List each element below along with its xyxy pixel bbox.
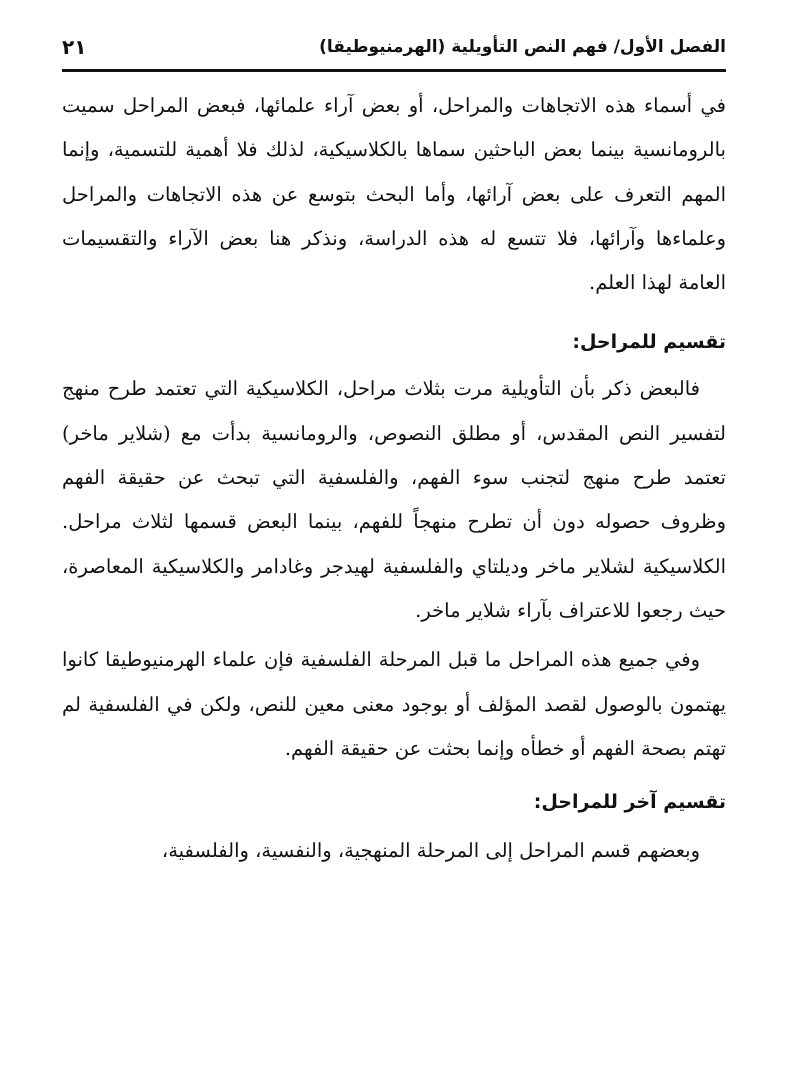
- paragraph-2: فالبعض ذكر بأن التأويلية مرت بثلاث مراحل، الكلاسيكية التي تعتمد طرح منهج لتفسير النص المقدس، أو مطلق النصوص، والرومانسية بدأت مع (شلاير ماخر) تعتمد طرح منهج لتجنب سوء الفهم، والفلسفية التي تبحث عن حقيقة الفهم وظروف حصوله دون أن تطرح منهجاً للفهم، بينما البعض قسمها لثلاث مراحل. الكلاسيكية لشلاير ماخر وديلتاي والفلسفية لهيدجر وغادامر والكلاسيكية المعاصرة، حيث رجعوا للاعتراف بآراء شلاير ماخر.: [62, 377, 726, 622]
- section-heading-2: تقسيم آخر للمراحل:: [533, 791, 726, 814]
- paragraph-3: وفي جميع هذه المراحل ما قبل المرحلة الفلسفية فإن علماء الهرمنيوطيقا كانوا يهتمون بالوصول لقصد المؤلف أو بوجود معنى معين للنص، ولكن في الفلسفية لم تهتم بصحة الفهم أو خطأه وإنما بحثت عن حقيقة الفهم.: [62, 648, 726, 760]
- page-body: [62, 84, 726, 873]
- header-rule: [62, 69, 726, 72]
- running-title: الفصل الأول/ فهم النص التأويلية (الهرمنيوطيقا): [319, 37, 726, 57]
- paragraph-1: في أسماء هذه الاتجاهات والمراحل، أو بعض آراء علمائها، فبعض المراحل سميت بالرومانسية بينما بعض الباحثين سماها بالكلاسيكية، لذلك فلا أهمية للتسمية، وإنما المهم التعرف على بعض آرائها، وأما البحث بتوسع عن هذه الاتجاهات والمراحل وعلماءها وآرائها، فلا تتسع له هذه الدراسة، ونذكر هنا بعض الآراء والتقسيمات العامة لهذا العلم.: [62, 94, 726, 295]
- page-header: [62, 30, 726, 64]
- paragraph-4: وبعضهم قسم المراحل إلى المرحلة المنهجية، والنفسية، والفلسفية،: [161, 839, 700, 863]
- section-heading-1: تقسيم للمراحل:: [572, 331, 726, 354]
- page-number: ٢١: [62, 35, 87, 59]
